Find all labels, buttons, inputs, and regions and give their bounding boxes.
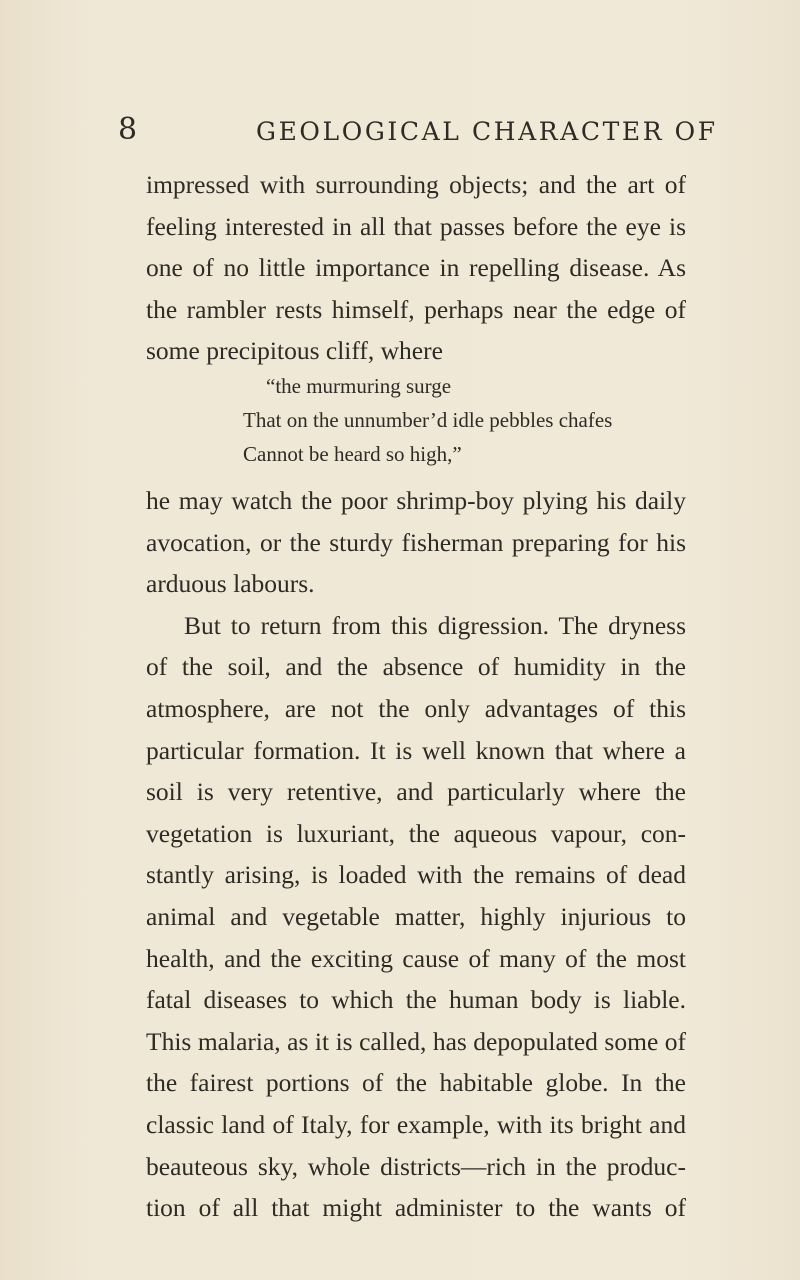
text-line: classic land of Italy, for example, with its bright and (146, 1110, 686, 1139)
text-line: the fairest portions of the habitable globe. In the (146, 1068, 686, 1098)
text-line: he may watch the poor shrimp-boy plying his daily (146, 486, 686, 515)
text-line: arduous labours. (146, 569, 315, 599)
text-line: one of no little importance in repelling disease. As (146, 253, 686, 283)
text-line: fatal diseases to which the human body is liable. (146, 985, 686, 1015)
text-line: animal and vegetable matter, highly injurious to (146, 902, 686, 931)
running-head: GEOLOGICAL CHARACTER OF (256, 117, 718, 146)
verse-line: That on the unnumber’d idle pebbles chafes (243, 408, 613, 432)
verse-line: “the murmuring surge (266, 374, 452, 398)
page-header (0, 112, 800, 152)
text-line: stantly arising, is loaded with the remains of dead (146, 860, 686, 890)
text-line: feeling interested in all that passes before the eye is (146, 211, 686, 241)
text-line: the rambler rests himself, perhaps near the edge of (146, 294, 686, 324)
text-line: avocation, or the sturdy fisherman preparing for his (146, 527, 686, 557)
verse-line: Cannot be heard so high,” (243, 442, 462, 466)
text-line: This malaria, as it is called, has depopulated some of (146, 1026, 686, 1056)
text-line: soil is very retentive, and particularly where the (146, 777, 686, 807)
text-line: of the soil, and the absence of humidity in the (146, 652, 686, 682)
text-line: health, and the exciting cause of many of the most (146, 943, 686, 973)
text-line: beauteous sky, whole districts—rich in the produc- (146, 1151, 686, 1181)
text-line: vegetation is luxuriant, the aqueous vapour, con- (146, 818, 686, 848)
text-line: some precipitous cliff, where (146, 336, 443, 366)
text-line: impressed with surrounding objects; and the art of (146, 170, 686, 199)
text-line: particular formation. It is well known that where a (146, 735, 686, 765)
text-line: But to return from this digression. The dryness (184, 610, 686, 640)
page-number: 8 (118, 112, 138, 147)
text-line: tion of all that might administer to the wants of (146, 1193, 686, 1223)
text-line: atmosphere, are not the only advantages of this (146, 694, 686, 723)
